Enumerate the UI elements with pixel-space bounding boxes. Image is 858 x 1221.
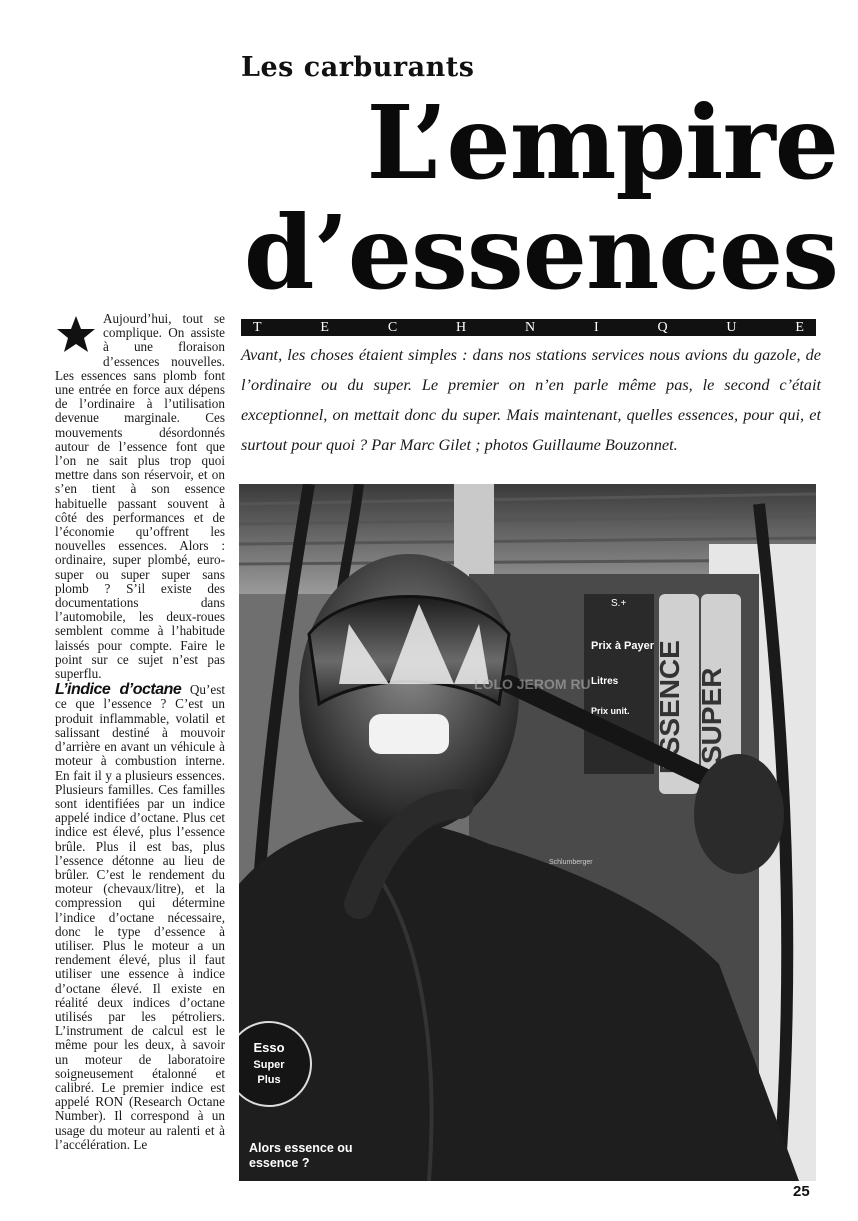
section-letter: E	[320, 320, 329, 335]
section-letter: Q	[657, 320, 668, 335]
headline	[138, 83, 838, 312]
section-letter: T	[253, 320, 262, 335]
section-kicker: Les carburants	[241, 52, 475, 83]
pump-price-label: Prix à Payer	[591, 640, 654, 652]
page-number: 25	[793, 1183, 810, 1200]
intro-paragraph: Aujourd’hui, tout se complique. On assiste à une floraison d’essences nouvelles. Les essences sans plomb font une entrée en force aux dépens de l’ordinaire à l’utilisation devenue marginale. Ces mouvements désordonnés autour de l’essence font que l’on ne sait plus trop quoi mettre dans son réservoir, et on s’en tient à son essence habituelle passant souvent à côté des performances et de l’économie qu’offrent les nouvelles essences. Alors : ordinaire, super plombé, euro-super ou super super sans plomb ? S’il existe des documentations dans l’automobile, les deux-roues semblent comme à l’habitude laissés pour compte. Faire le point sur ce sujet n’est pas superflu.	[55, 311, 225, 682]
pump-label-essence: ESSENCE	[654, 640, 685, 774]
pump-label-super: SUPER	[696, 667, 727, 764]
badge-line-3: Plus	[257, 1074, 281, 1086]
photo-illustration	[239, 484, 816, 1181]
pump-unit-price-label: Prix unit.	[591, 706, 630, 716]
section-letter: I	[593, 320, 599, 335]
section-letter: U	[726, 320, 737, 335]
subheading: L’indice d’octane	[55, 681, 182, 699]
section-letter: H	[456, 320, 467, 335]
photo-pump-helmet	[239, 484, 816, 1181]
octane-paragraph	[55, 683, 225, 1152]
badge-line-2: Super	[253, 1059, 285, 1071]
star-icon	[55, 314, 97, 354]
pump-brand-label: Schlumberger	[549, 859, 593, 866]
section-letter: E	[795, 320, 804, 335]
pump-litres-label: Litres	[591, 676, 619, 687]
headline-line-1: L’empire	[366, 83, 838, 202]
pump-dial-label: S.+	[611, 598, 627, 609]
photo-watermark: LOLO JEROM RU	[474, 676, 591, 692]
photo-caption: Alors essence ou essence ?	[249, 1141, 353, 1170]
article-lead: Avant, les choses étaient simples : dans nos stations services nous avions du gazole, de l’ordinaire ou du super. Le premier on n’en parle même pas, le second c’était exceptionnel, on mettait donc du super. Mais maintenant, quelles essences, pour qui, et surtout pour quoi ? Par Marc Gilet ; photos Guillaume Bouzonnet.	[241, 345, 821, 454]
section-letter: N	[524, 320, 536, 335]
headline-line-2: d’essences	[243, 193, 838, 312]
technique-bar	[241, 319, 816, 336]
octane-text: Qu’est ce que l’essence ? C’est un produit inflammable, volatil et salissant destiné à mouvoir d’arrière en avant un véhicule à moteur à combustion interne. En fait il y a plusieurs essences. Plusieurs familles. Ces familles sont identifiées par un indice appelé indice d’octane. Plus cet indice est élevé, plus l’essence brûle. Plus il est bas, plus l’essence détonne au lieu de brûler. C’est le rendement du moteur (chevaux/litre), et la compression qui détermine l’indice d’octane nécessaire, donc le type d’essence à utiliser. Plus le moteur a un rendement élevé, plus il faut utiliser une essence à indice d’octane élevé. Il existe en réalité deux indices d’octane utilisés par les pétroliers. L’instrument de calcul est le même pour les deux, à savoir un moteur de laboratoire soigneusement étalonné et calibré. Le premier indice est appelé RON (Research Octane Number). Il correspond à un usage du moteur au ralenti et à l’accélération. Le	[55, 682, 225, 1152]
section-letter: C	[387, 320, 398, 335]
body-column	[55, 312, 225, 1152]
badge-line-1: Esso	[253, 1040, 285, 1055]
